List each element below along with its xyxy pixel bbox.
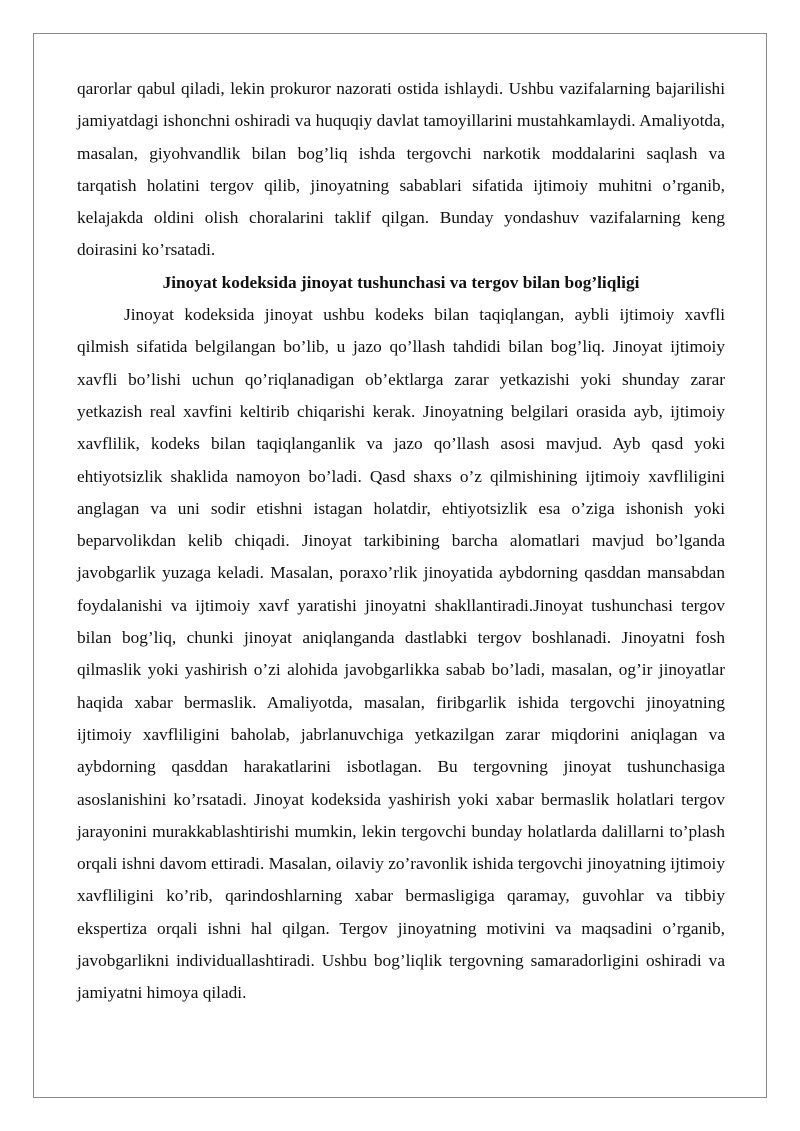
paragraph-main: Jinoyat kodeksida jinoyat ushbu kodeks bilan taqiqlangan, aybli ijtimoiy xavfli qilmish sifatida belgilangan bo’lib, u jazo qo’llash tahdidi bilan bog’liq. Jinoyat ijtimoiy xavfli bo’lishi uchun qo’riqlanadigan ob’ektlarga zarar yetkazishi yoki shunday zarar yetkazish real xavfini keltirib chiqarishi kerak. Jinoyatning belgilari orasida ayb, ijtimoiy xavflilik, kodeks bilan taqiqlanganlik va jazo qo’llash asosi mavjud. Ayb qasd yoki ehtiyotsizlik shaklida namoyon bo’ladi. Qasd shaxs o’z qilmishining ijtimoiy xavfliligini anglagan va uni sodir etishni istagan holatdir, ehtiyotsizlik esa o’ziga ishonish yoki beparvolikdan kelib chiqadi. Jinoyat tarkibining barcha alomatlari mavjud bo’lganda javobgarlik yuzaga keladi. Masalan, poraxo’rlik jinoyatida aybdorning qasddan mansabdan foydalanishi va ijtimoiy xavf yaratishi jinoyatni shakllantiradi.Jinoyat tushunchasi tergov bilan bog’liq, chunki jinoyat aniqlanganda dastlabki tergov boshlanadi. Jinoyatni fosh qilmaslik yoki yashirish o’zi alohida javobgarlikka sabab bo’ladi, masalan, og’ir jinoyatlar haqida xabar bermaslik. Amaliyotda, masalan, firibgarlik ishida tergovchi jinoyatning ijtimoiy xavfliligini baholab, jabrlanuvchiga yetkazilgan zarar miqdorini aniqlagan va aybdorning qasddan harakatlarini isbotlagan. Bu tergovning jinoyat tushunchasiga asoslanishini ko’rsatadi. Jinoyat kodeksida yashirish yoki xabar bermaslik holatlari tergov jarayonini murakkablashtirishi mumkin, lekin tergovchi bunday holatlarda dalillarni to’plash orqali ishni davom ettiradi. Masalan, oilaviy zo’ravonlik ishida tergovchi jinoyatning ijtimoiy xavfliligini ko’rib, qarindoshlarning xabar bermasligiga qaramay, guvohlar va tibbiy ekspertiza orqali ishni hal qilgan. Tergov jinoyatning motivini va maqsadini o’rganib, javobgarlikni individuallashtiradi. Ushbu bog’liqlik tergovning samaradorligini oshiradi va jamiyatni himoya qiladi.	[77, 305, 725, 1003]
document-body	[77, 73, 725, 1010]
section-heading: Jinoyat kodeksida jinoyat tushunchasi va tergov bilan bog’liqligi	[162, 272, 640, 292]
paragraph-intro: qarorlar qabul qiladi, lekin prokuror nazorati ostida ishlaydi. Ushbu vazifalarning bajarilishi jamiyatdagi ishonchni oshiradi va huquqiy davlat tamoyillarini mustahkamlaydi. Amaliyotda, masalan, giyohvandlik bilan bog’liq ishda tergovchi narkotik moddalarini saqlash va tarqatish holatini tergov qilib, jinoyatning sabablari sifatida ijtimoiy muhitni o’rganib, kelajakda oldini olish choralarini taklif qilgan. Bunday yondashuv vazifalarning keng doirasini ko’rsatadi.	[77, 79, 725, 260]
